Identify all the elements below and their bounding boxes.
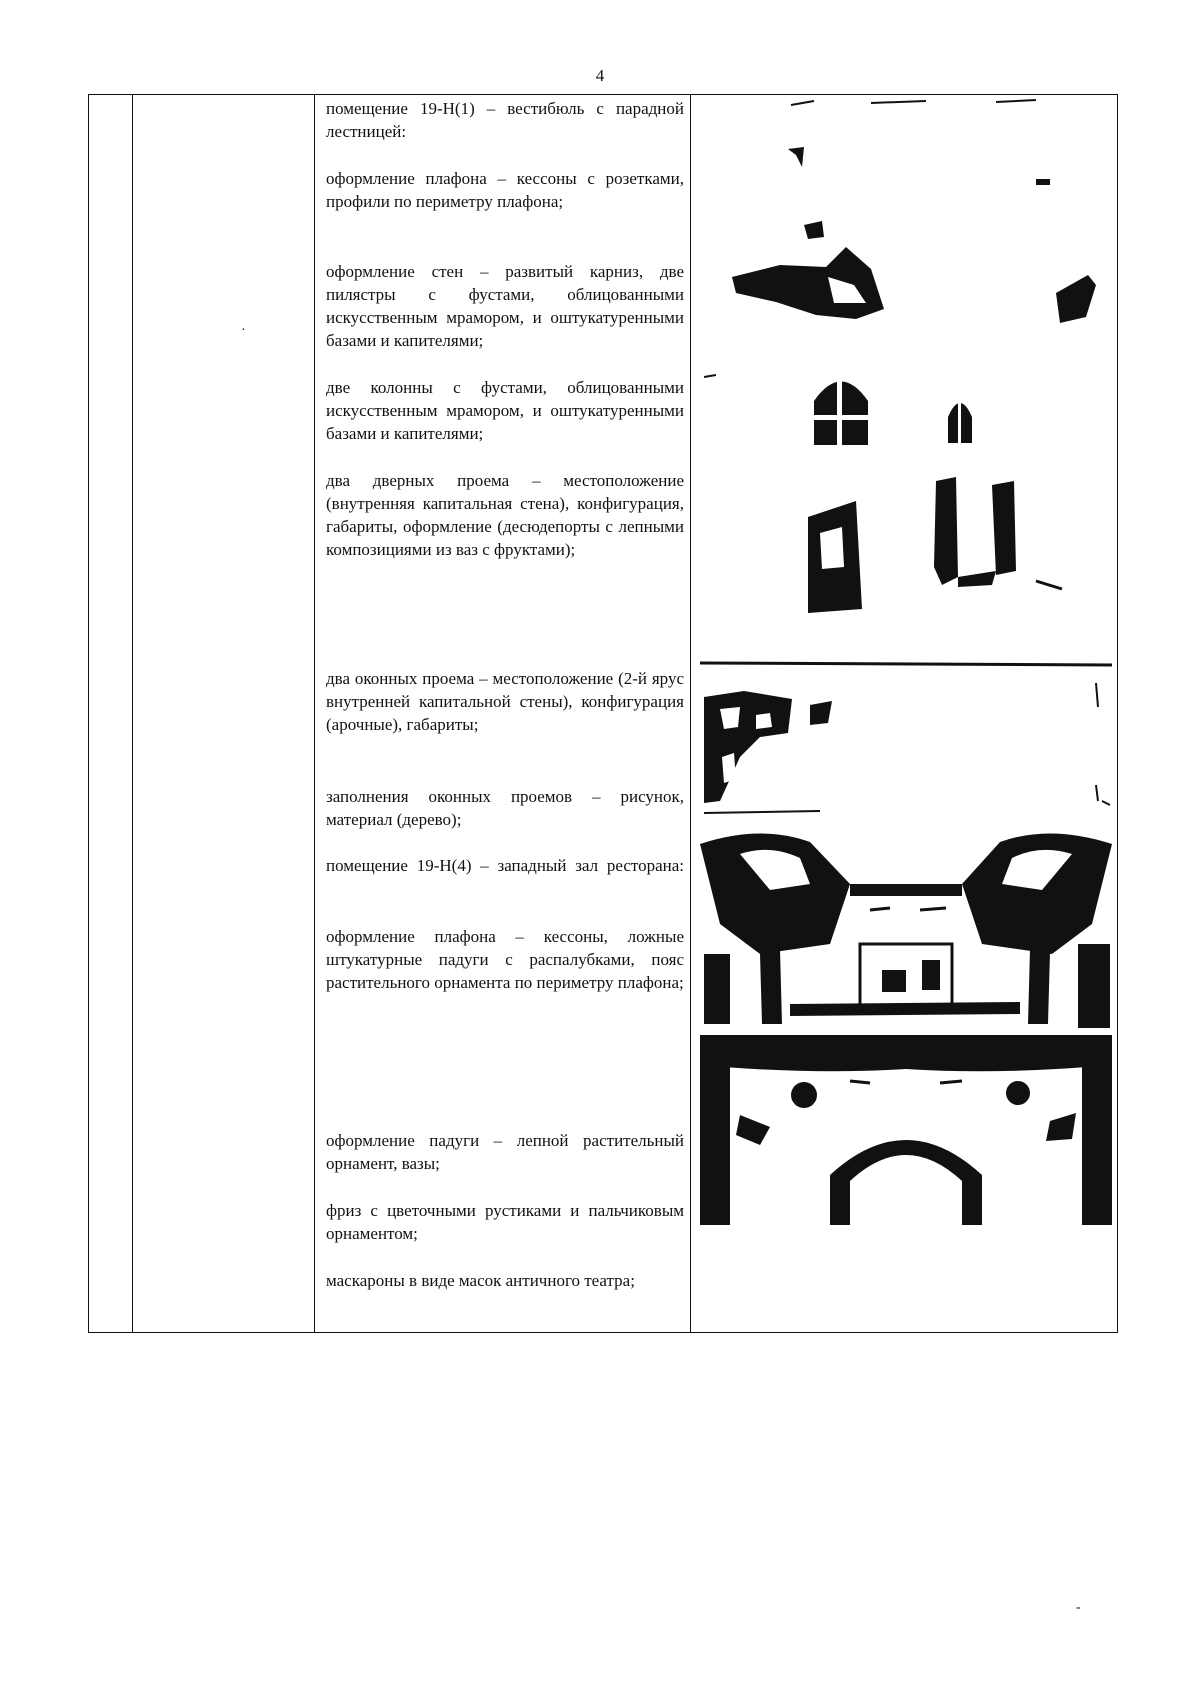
paragraph-window-fillings: заполнения оконных проемов – рисунок, материал (дерево); xyxy=(326,787,684,829)
column-divider xyxy=(314,95,315,1332)
paragraph-columns: две колонны с фустами, облицованными искусственным мрамором, и оштукатуренными базами и капителями; xyxy=(326,378,684,443)
column-divider xyxy=(690,95,691,1332)
page-number: 4 xyxy=(595,66,605,85)
photo-west-hall xyxy=(700,824,1112,1028)
paragraph-hall-ceiling: оформление плафона – кессоны, ложные штукатурные падуги с распалубками, пояс растительного орнамента по периметру плафона; xyxy=(326,927,684,992)
paragraph-room-19n4: помещение 19-Н(4) – западный зал ресторана: xyxy=(326,856,684,875)
scan-speck: - xyxy=(1076,1600,1081,1615)
column-divider xyxy=(132,95,133,1332)
description-table xyxy=(88,94,1118,1333)
paragraph-ceiling-coffers: оформление плафона – кессоны с розетками, профили по периметру плафона; xyxy=(326,169,684,211)
paragraph-doorways: два дверных проема – местоположение (внутренняя капитальная стена), конфигурация, габариты, оформление (десюдепорты с лепными композициями из ваз с фруктами); xyxy=(326,471,684,559)
paragraph-windows: два оконных проема – местоположение (2-й ярус внутренней капитальной стены), конфигурация (арочные), габариты; xyxy=(326,669,684,734)
paragraph-padouga: оформление падуги – лепной растительный орнамент, вазы; xyxy=(326,1131,684,1173)
paragraph-mascarons: маскароны в виде масок античного театра; xyxy=(326,1271,635,1290)
paragraph-walls: оформление стен – развитый карниз, две пилястры с фустами, облицованными искусственным мрамором, и оштукатуренными базами и капителями; xyxy=(326,262,684,350)
paragraph-room-19n1: помещение 19-Н(1) – вестибюль с парадной лестницей: xyxy=(326,99,684,141)
scan-speck: · xyxy=(241,323,246,338)
photo-arched-windows xyxy=(700,661,1112,816)
photo-vestibule xyxy=(696,97,1114,653)
photo-padouga-frieze xyxy=(700,1035,1112,1225)
paragraph-frieze: фриз с цветочными рустиками и пальчиковым орнаментом; xyxy=(326,1201,684,1243)
